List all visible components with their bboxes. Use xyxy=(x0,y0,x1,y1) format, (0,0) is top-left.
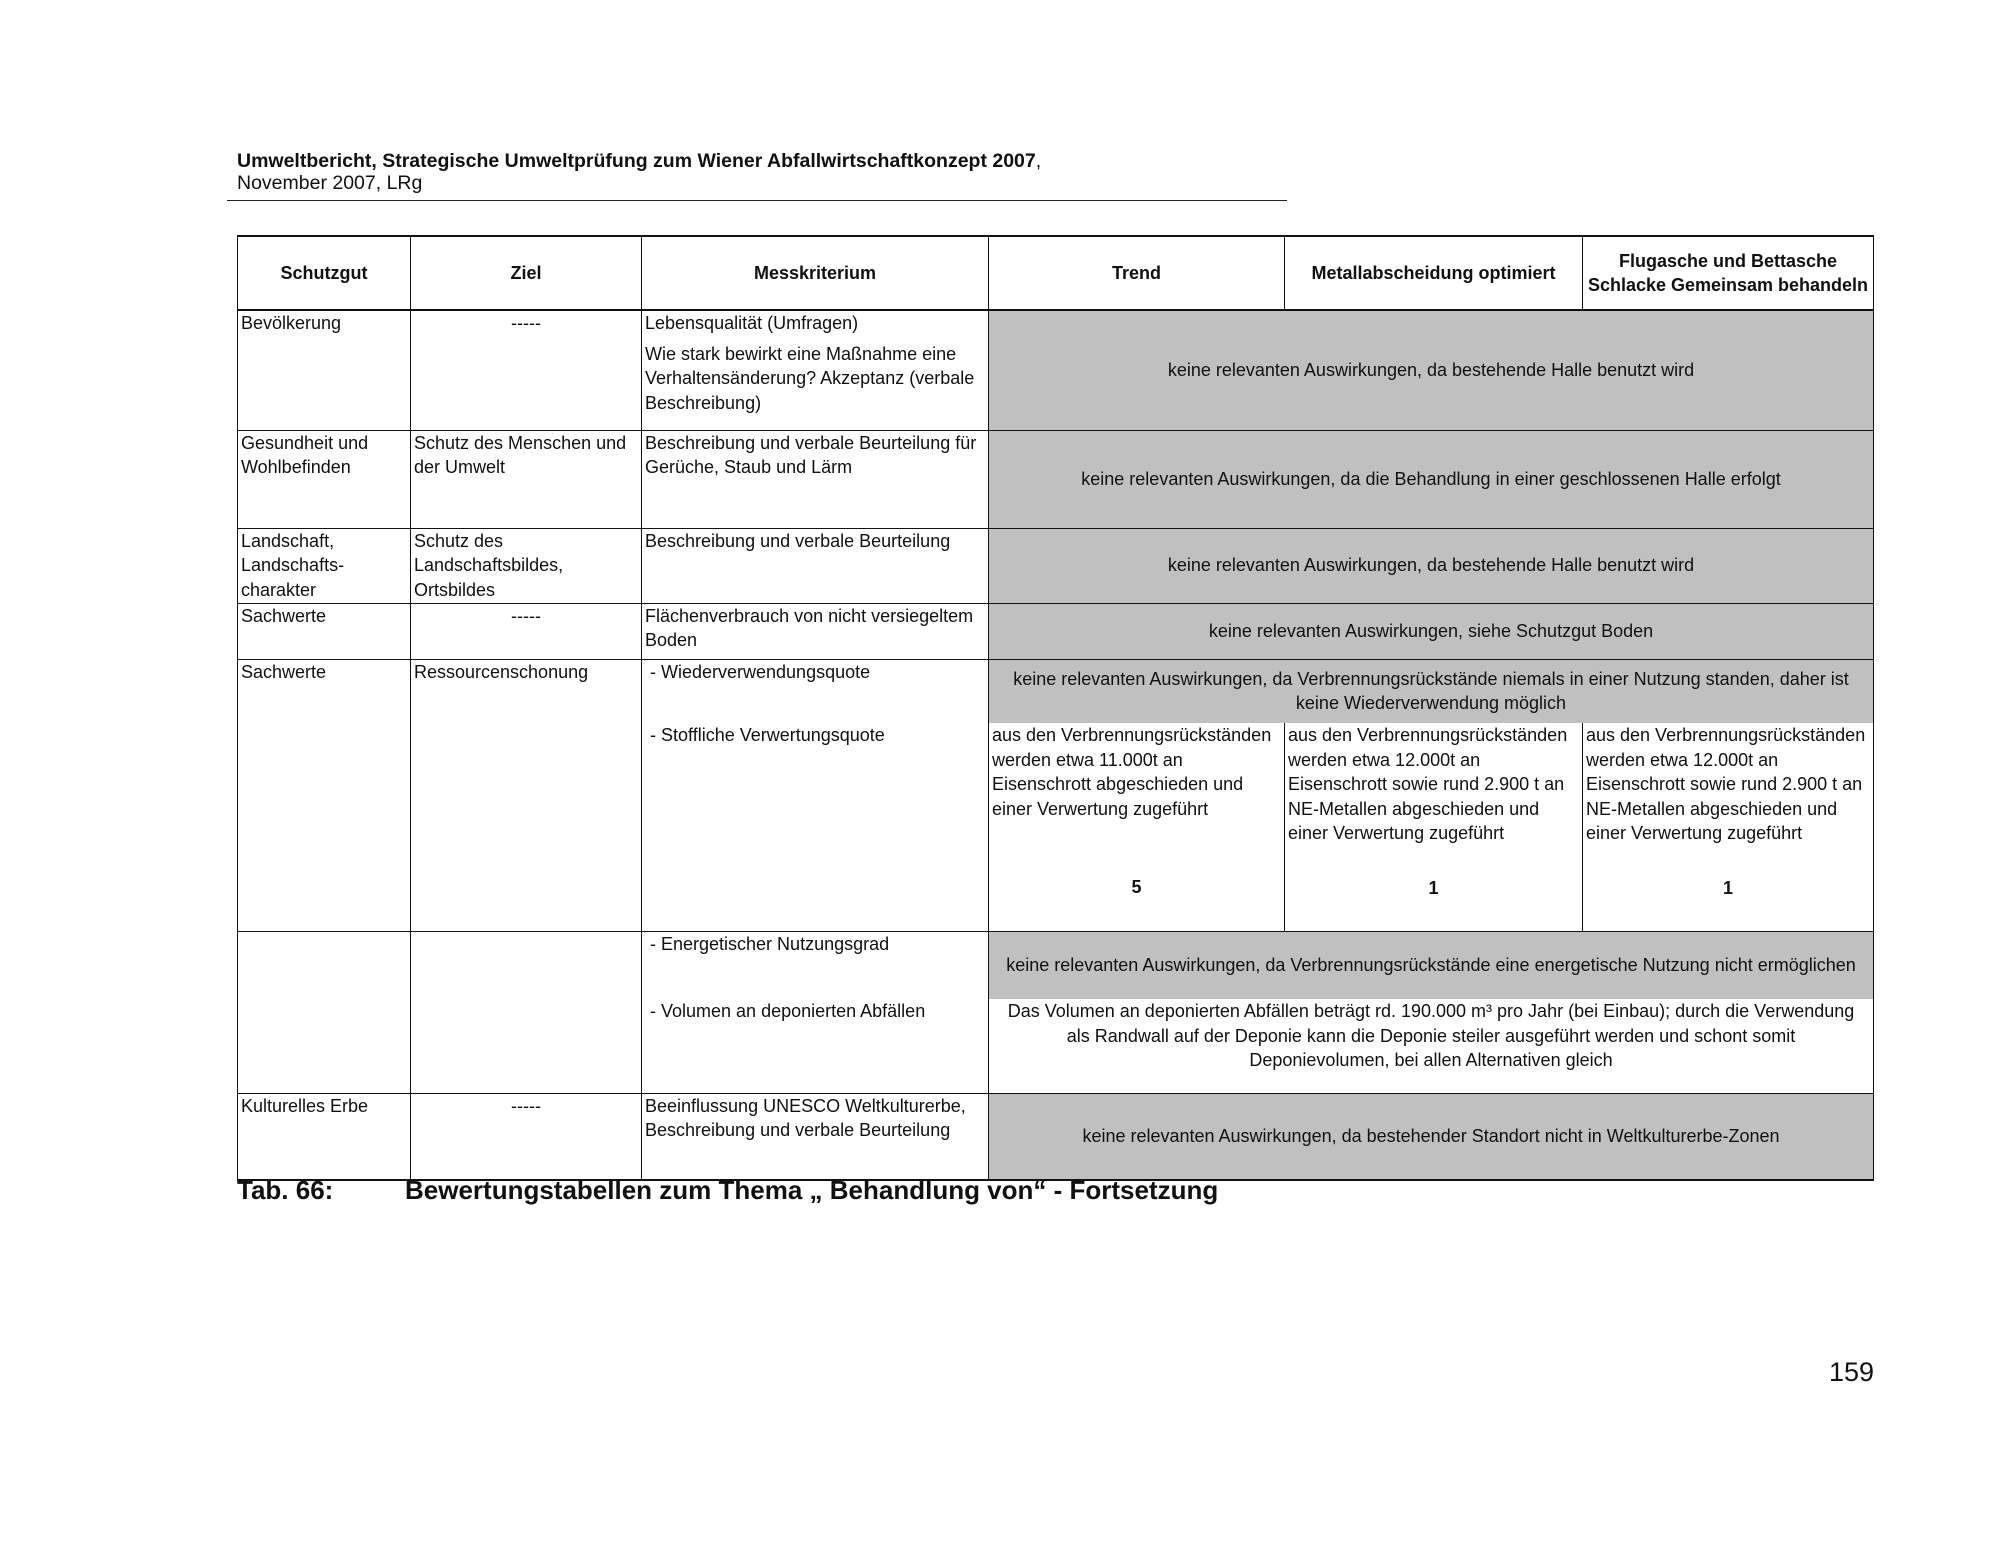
table-row-bevoelkerung xyxy=(238,310,1874,430)
column-header-messkriterium: Messkriterium xyxy=(642,236,989,310)
cell-merged-assessment: keine relevanten Auswirkungen, da bestehende Halle benutzt wird xyxy=(989,528,1874,603)
table-row-energetischer-nutzungsgrad xyxy=(238,931,1874,999)
cell-ziel: Ressourcenschonung xyxy=(411,659,642,931)
metallabscheidung-score: 1 xyxy=(1428,877,1439,898)
table-caption-text: Bewertungstabellen zum Thema „ Behandlung von“ - Fortsetzung xyxy=(405,1175,1219,1205)
cell-merged-assessment: Das Volumen an deponierten Abfällen beträgt rd. 190.000 m³ pro Jahr (bei Einbau); durch die Verwendung als Randwall auf der Deponie kann die Deponie steiler ausgeführt werden und schont somit Deponievolumen, bei allen Alternativen gleich xyxy=(989,999,1874,1093)
trend-text: aus den Verbrennungsrückständen werden etwa 11.000t an Eisenschrott abgeschieden und einer Verwertung zugeführt xyxy=(992,725,1272,819)
document-title xyxy=(237,150,1287,172)
cell-schutzgut: Gesundheit und Wohlbefinden xyxy=(238,430,411,528)
cell-flugasche xyxy=(1583,723,1874,931)
table-row-sachwerte-boden xyxy=(238,603,1874,659)
cell-merged-assessment: keine relevanten Auswirkungen, siehe Schutzgut Boden xyxy=(989,603,1874,659)
cell-ziel: ----- xyxy=(411,1093,642,1180)
cell-ziel: ----- xyxy=(411,310,642,430)
table-row-kulturelles-erbe xyxy=(238,1093,1874,1180)
document-title-bold: Umweltbericht, Strategische Umweltprüfung zum Wiener Abfallwirtschaftkonzept 2007 xyxy=(237,150,1036,172)
cell-schutzgut: Bevölkerung xyxy=(238,310,411,430)
cell-schutzgut: Sachwerte xyxy=(238,659,411,931)
cell-ziel: Schutz des Menschen und der Umwelt xyxy=(411,430,642,528)
column-header-schutzgut: Schutzgut xyxy=(238,236,411,310)
cell-messkriterium: Beschreibung und verbale Beurteilung xyxy=(642,528,989,603)
evaluation-table xyxy=(237,235,1874,1181)
cell-metallabscheidung xyxy=(1285,723,1583,931)
flugasche-text: aus den Verbrennungsrückständen werden etwa 12.000t an Eisenschrott sowie rund 2.900 t an NE-Metallen abgeschieden und einer Verwertung zugeführt xyxy=(1586,725,1866,843)
column-header-flugasche: Flugasche und Bettasche Schlacke Gemeinsam behandeln xyxy=(1583,236,1874,310)
document-header xyxy=(237,150,1287,194)
table-row-gesundheit xyxy=(238,430,1874,528)
cell-ziel: Schutz des Landschaftsbildes, Ortsbildes xyxy=(411,528,642,603)
document-title-tail: , xyxy=(1035,150,1042,172)
cell-merged-assessment: keine relevanten Auswirkungen, da bestehender Standort nicht in Weltkulturerbe-Zonen xyxy=(989,1093,1874,1180)
cell-schutzgut xyxy=(238,931,411,1093)
document-subtitle: November 2007, LRg xyxy=(237,172,423,194)
cell-merged-assessment: keine relevanten Auswirkungen, da Verbrennungsrückstände niemals in einer Nutzung standen, daher ist keine Wiederverwendung möglich xyxy=(989,659,1874,723)
cell-messkriterium: - Stoffliche Verwertungsquote xyxy=(642,723,989,931)
column-header-ziel: Ziel xyxy=(411,236,642,310)
cell-messkriterium: - Volumen an deponierten Abfällen xyxy=(642,999,989,1093)
cell-messkriterium: Beschreibung und verbale Beurteilung für Gerüche, Staub und Lärm xyxy=(642,430,989,528)
messkriterium-line: Lebensqualität (Umfragen) xyxy=(645,313,859,333)
cell-schutzgut: Landschaft, Landschafts-charakter xyxy=(238,528,411,603)
cell-messkriterium: - Energetischer Nutzungsgrad xyxy=(642,931,989,999)
cell-merged-assessment: keine relevanten Auswirkungen, da bestehende Halle benutzt wird xyxy=(989,310,1874,430)
metallabscheidung-text: aus den Verbrennungsrückständen werden etwa 12.000t an Eisenschrott sowie rund 2.900 t an NE-Metallen abgeschieden und einer Verwertung zugeführt xyxy=(1288,725,1568,843)
cell-trend xyxy=(989,723,1285,931)
cell-messkriterium: Flächenverbrauch von nicht versiegeltem Boden xyxy=(642,603,989,659)
cell-ziel: ----- xyxy=(411,603,642,659)
cell-messkriterium xyxy=(642,310,989,430)
header-divider xyxy=(227,200,1287,201)
cell-merged-assessment: keine relevanten Auswirkungen, da Verbrennungsrückstände eine energetische Nutzung nicht ermöglichen xyxy=(989,931,1874,999)
column-header-metallabscheidung: Metallabscheidung optimiert xyxy=(1285,236,1583,310)
cell-ziel xyxy=(411,931,642,1093)
cell-messkriterium: Beeinflussung UNESCO Weltkulturerbe, Beschreibung und verbale Beurteilung xyxy=(642,1093,989,1180)
page-number: 159 xyxy=(1828,1357,1874,1387)
table-caption xyxy=(237,1175,1218,1206)
table-row-landschaft xyxy=(238,528,1874,603)
cell-schutzgut: Kulturelles Erbe xyxy=(238,1093,411,1180)
table-row-sachwerte-ressourcen xyxy=(238,659,1874,723)
cell-messkriterium: - Wiederverwendungsquote xyxy=(642,659,989,723)
column-header-trend: Trend xyxy=(989,236,1285,310)
trend-score: 5 xyxy=(1131,877,1142,897)
flugasche-score: 1 xyxy=(1722,877,1733,898)
cell-schutzgut: Sachwerte xyxy=(238,603,411,659)
table-header-row xyxy=(238,236,1874,310)
cell-merged-assessment: keine relevanten Auswirkungen, da die Behandlung in einer geschlossenen Halle erfolgt xyxy=(989,430,1874,528)
table-caption-number: Tab. 66: xyxy=(237,1175,334,1205)
messkriterium-line: Wie stark bewirkt eine Maßnahme eine Verhaltensänderung? Akzeptanz (verbale Beschreibung) xyxy=(645,343,975,413)
